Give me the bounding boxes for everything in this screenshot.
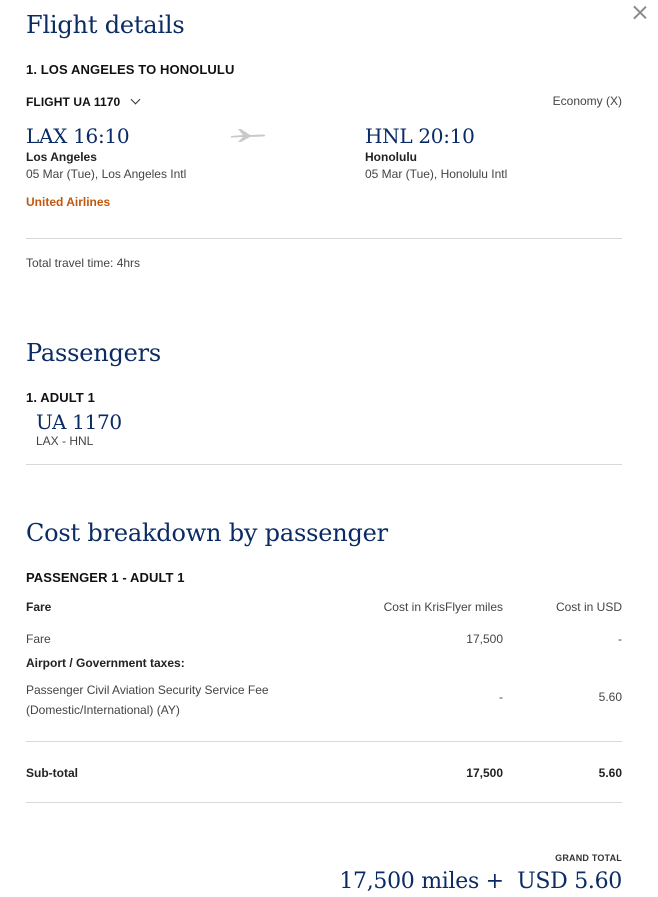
subtotal-label: Sub-total: [26, 766, 78, 780]
cost-passenger-heading: PASSENGER 1 - ADULT 1: [26, 570, 185, 585]
column-header-usd: Cost in USD: [555, 600, 622, 614]
fare-row-usd: -: [618, 632, 622, 646]
grand-total-value: 17,500 miles + USD 5.60: [339, 869, 622, 894]
passenger-route: LAX - HNL: [36, 434, 94, 448]
tax-row-label-line2: (Domestic/International) (AY): [26, 703, 180, 717]
subtotal-usd: 5.60: [598, 766, 622, 780]
column-header-fare: Fare: [26, 600, 52, 614]
total-travel-time: Total travel time: 4hrs: [26, 256, 141, 270]
passenger-flight: UA 1170: [36, 410, 122, 434]
arrival-date-airport: 05 Mar (Tue), Honolulu Intl: [365, 167, 508, 181]
chevron-down-icon: [131, 95, 141, 105]
close-icon[interactable]: [630, 3, 650, 23]
column-header-miles: Cost in KrisFlyer miles: [383, 600, 503, 614]
flight-toggle-button[interactable]: [26, 93, 139, 111]
arrival-code-time: HNL 20:10: [365, 124, 475, 148]
tax-row-miles: -: [499, 690, 503, 704]
departure-code-time: LAX 16:10: [26, 124, 130, 148]
tax-row-usd: 5.60: [598, 690, 622, 704]
passengers-title: Passengers: [26, 339, 162, 367]
divider: [26, 741, 622, 742]
cabin-class: Economy (X): [552, 94, 622, 108]
tax-row-label: [26, 680, 269, 720]
grand-total-label: GRAND TOTAL: [555, 853, 622, 863]
route-heading: 1. LOS ANGELES TO HONOLULU: [26, 62, 235, 77]
departure-date-airport: 05 Mar (Tue), Los Angeles Intl: [26, 167, 187, 181]
plane-icon: [229, 127, 267, 143]
flight-label: FLIGHT UA 1170: [26, 95, 121, 109]
arrival-city: Honolulu: [365, 150, 417, 164]
fare-row-miles: 17,500: [466, 632, 503, 646]
cost-breakdown-title: Cost breakdown by passenger: [26, 519, 388, 547]
tax-row-label-line1: Passenger Civil Aviation Security Service Fee: [26, 683, 269, 697]
divider: [26, 238, 622, 239]
taxes-heading: Airport / Government taxes:: [26, 656, 185, 670]
divider: [26, 802, 622, 803]
divider: [26, 464, 622, 465]
operating-airline: United Airlines: [26, 195, 111, 209]
departure-city: Los Angeles: [26, 150, 97, 164]
passenger-heading: 1. ADULT 1: [26, 390, 95, 405]
subtotal-miles: 17,500: [466, 766, 503, 780]
flight-details-title: Flight details: [26, 11, 185, 39]
fare-row-label: Fare: [26, 632, 51, 646]
